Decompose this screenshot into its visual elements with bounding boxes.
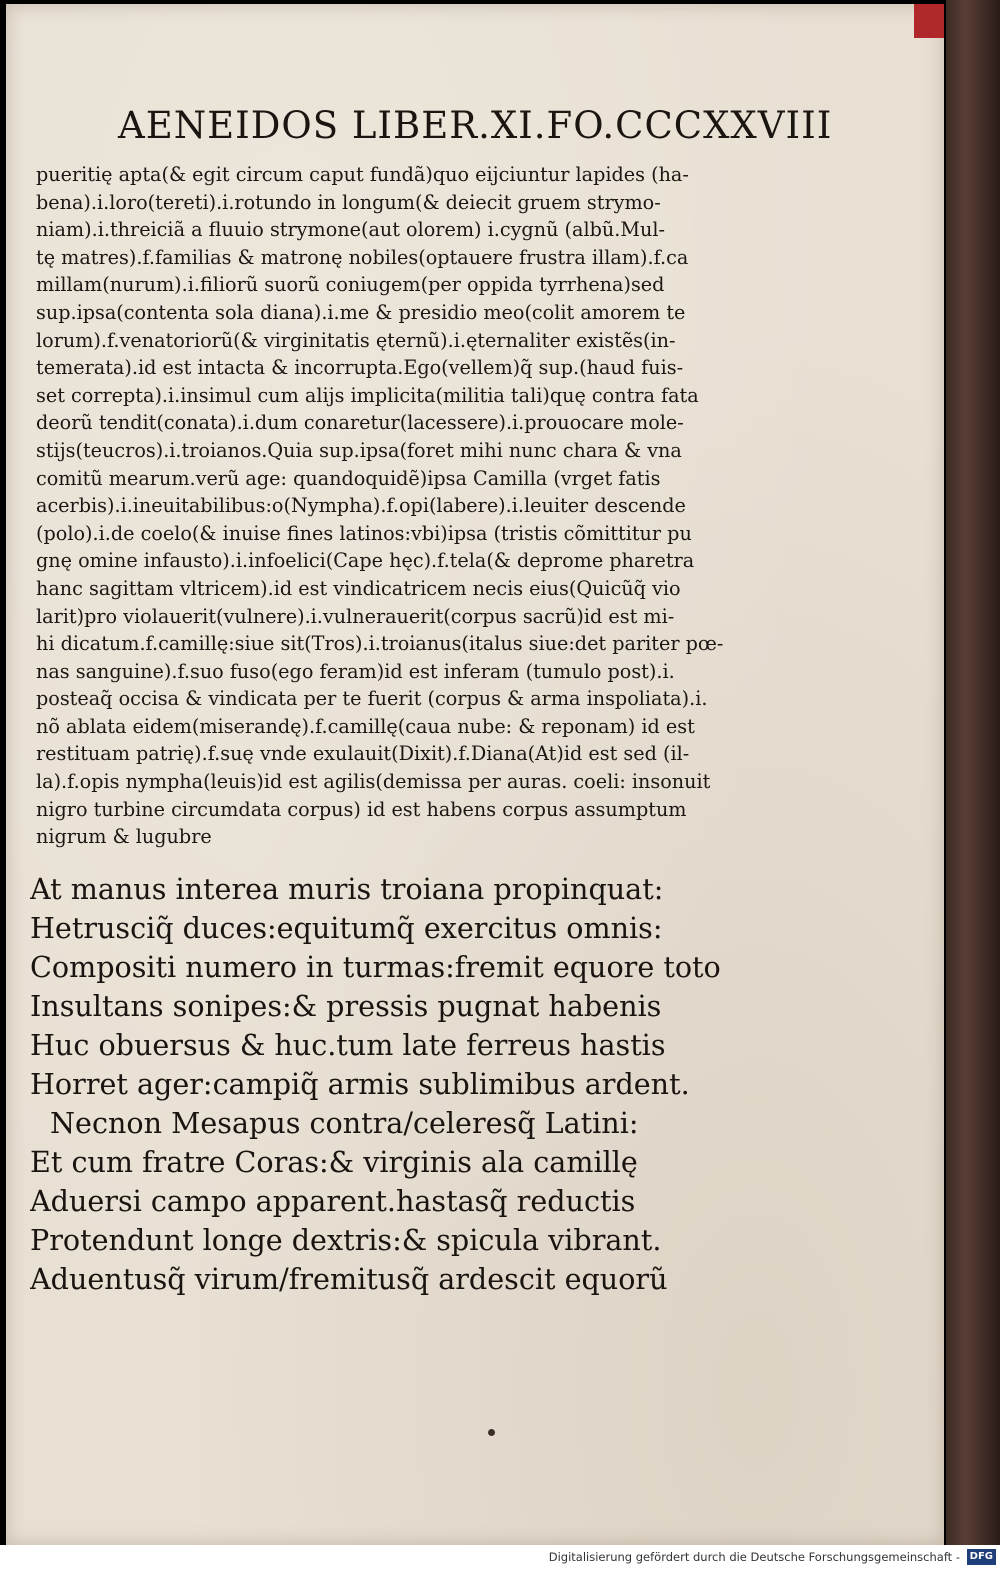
commentary-line: deorũ tendit(conata).i.dum conaretur(lacessere).i.prouocare mole- (36, 411, 684, 435)
commentary-line: set correpta).i.insimul cum alijs implicita(militia tali)quę contra fata (36, 383, 699, 407)
commentary-line: hanc sagittam vltricem).id est vindicatricem necis eius(Quicũq̃ vio (36, 576, 681, 600)
commentary-line: larit)pro violauerit(vulnere).i.vulnerauerit(corpus sacrũ)id est mi- (36, 604, 675, 628)
commentary-line: (polo).i.de coelo(& inuise fines latinos:vbi)ipsa (tristis cõmittitur pu (36, 521, 692, 545)
commentary-line: hi dicatum.f.camillę:siue sit(Tros).i.troianus(italus siue:det pariter pœ- (36, 632, 724, 656)
verse-line: Huc obuersus & huc.tum late ferreus hastis (30, 1028, 666, 1062)
commentary-line: bena).i.loro(tereti).i.rotundo in longum(& deiecit gruem strymo- (36, 190, 661, 214)
red-corner-marker (914, 4, 944, 38)
commentary-line: tę matres).f.familias & matronę nobiles(optauere frustra illam).f.ca (36, 245, 689, 269)
commentary-line: pueritię apta(& egit circum caput fundã)quo eijciuntur lapides (ha- (36, 163, 689, 186)
commentary-line: posteaq̃ occisa & vindicata per te fuerit (corpus & arma inspoliata).i. (36, 687, 708, 711)
commentary-line: lorum).f.venatoriorũ(& virginitatis ęternũ).i.ęternaliter existẽs(in- (36, 328, 676, 352)
commentary-line: niam).i.threiciã a fluuio strymone(aut olorem) i.cygnũ (albũ.Mul- (36, 218, 665, 242)
footer-credit-text: Digitalisierung gefördert durch die Deutsche Forschungsgemeinschaft - (548, 1550, 960, 1564)
page-mark-dot (488, 1429, 495, 1436)
commentary-line: nas sanguine).f.suo fuso(ego feram)id est inferam (tumulo post).i. (36, 659, 675, 683)
commentary-line: restituam patrię).f.suę vnde exulauit(Dixit).f.Diana(At)id est sed (il- (36, 742, 690, 766)
verse-line: Hetrusciq̃ duces:equitumq̃ exercitus omnis: (30, 911, 663, 945)
commentary-line: acerbis).i.ineuitabilibus:o(Nympha).f.opi(labere).i.leuiter descende (36, 494, 686, 518)
running-head: AENEIDOS LIBER.XI.FO.CCCXXVIII (118, 104, 833, 147)
verse-line: Insultans sonipes:& pressis pugnat habenis (30, 989, 662, 1023)
commentary-block (36, 161, 796, 851)
commentary-line: gnę omine infausto).i.infoelici(Cape hęc).f.tela(& deprome pharetra (36, 549, 695, 573)
verse-line: Aduersi campo apparent.hastasq̃ reductis (30, 1184, 636, 1218)
commentary-line: sup.ipsa(contenta sola diana).i.me & presidio meo(colit amorem te (36, 300, 686, 324)
commentary-line: comitũ mearum.verũ age: quandoquidẽ)ipsa Camilla (vrget fatis (36, 466, 661, 490)
verse-line: Horret ager:campiq̃ armis sublimibus ardent. (30, 1067, 690, 1101)
commentary-line: nigro turbine circumdata corpus) id est habens corpus assumptum (36, 797, 687, 821)
commentary-line: la).f.opis nympha(leuis)id est agilis(demissa per auras. coeli: insonuit (36, 770, 711, 794)
verse-line: Necnon Mesapus contra/celeresq̃ Latini: (50, 1106, 639, 1140)
commentary-line: millam(nurum).i.filiorũ suorũ coniugem(per oppida tyrrhena)sed (36, 273, 665, 297)
commentary-line: temerata).id est intacta & incorrupta.Ego(vellem)q̃ sup.(haud fuis- (36, 356, 684, 380)
verse-line: Aduentusq̃ virum/fremitusq̃ ardescit equorũ (30, 1262, 668, 1296)
verse-line: Compositi numero in turmas:fremit equore toto (30, 950, 721, 984)
dfg-logo[interactable]: DFG (967, 1549, 996, 1565)
commentary-line: nigrum & lugubre (36, 825, 212, 849)
verse-line: At manus interea muris troiana propinquat: (30, 872, 664, 906)
verse-line: Protendunt longe dextris:& spicula vibrant. (30, 1223, 662, 1257)
commentary-line: nõ ablata eidem(miserandę).f.camillę(caua nube: & reponam) id est (36, 714, 695, 738)
verse-block (30, 870, 770, 1299)
commentary-line: stijs(teucros).i.troianos.Quia sup.ipsa(foret mihi nunc chara & vna (36, 438, 682, 462)
book-board-edge (946, 0, 1000, 1545)
footer-bar (0, 1545, 1000, 1571)
verse-line: Et cum fratre Coras:& virginis ala camillę (30, 1145, 638, 1179)
